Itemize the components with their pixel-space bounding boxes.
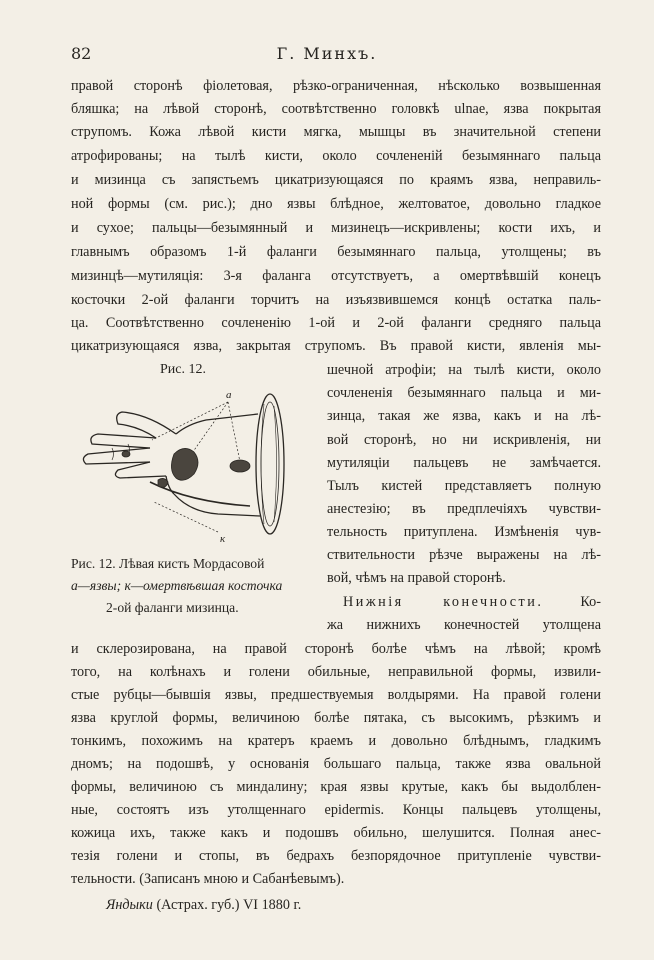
text-line: зинца, такая же язва, какъ и на лѣ- — [327, 408, 601, 424]
text-line: ные, состоятъ изъ утолщеннаго epidermis. Концы пальцевъ утолщены, — [71, 802, 601, 818]
text-line: вой, чѣмъ на правой сторонѣ. — [327, 570, 506, 586]
text-line: ца. Соотвѣтственно сочлененію 1-ой и 2-ой фаланги средняго пальца — [71, 315, 601, 331]
text-line: и сухое; пальцы—безымянный и мизинецъ—искривлены; кости ихъ, и — [71, 220, 601, 236]
text-line: цикатризующаяся язва, закрытая струпомъ. Въ правой кисти, явленія мы- — [71, 338, 601, 354]
text-line: атрофированы; на тылѣ кисти, около сочлененій безымяннаго пальца — [71, 148, 601, 164]
hand-illustration — [78, 384, 298, 544]
text-line: струпомъ. Кожа лѣвой кисти мягка, мышцы въ значительной степени — [71, 124, 601, 140]
text-line: ствительности рѣзче выражены на лѣ- — [327, 547, 601, 563]
text-line: дномъ; на подошвѣ, у основанія большаго пальца, также язва овальной — [71, 756, 601, 772]
text-line: анестезію; въ предплечіяхъ чувстви- — [327, 501, 601, 517]
figure-caption-line: 2-ой фаланги мизинца. — [106, 600, 239, 615]
text-line: и мизинца съ запястьемъ цикатризующаяся по краямъ язва, неправиль- — [71, 172, 601, 188]
subheading-title: Нижнія конечности. — [343, 594, 544, 610]
text-line: шечной атрофіи; на тылѣ кисти, около — [327, 362, 601, 378]
text-line: тельность притуплена. Измѣненія чув- — [327, 524, 601, 540]
text-line: формы, величиною съ миндалину; края язвы крутые, какъ бы выдолблен- — [71, 779, 601, 795]
text-line: язва круглой формы, величиною болѣе пятака, съ высокимъ, рѣзкимъ и — [71, 710, 601, 726]
text-line: тельности. (Записанъ мною и Сабанѣевымъ). — [71, 871, 345, 887]
text-line: жа нижнихъ конечностей утолщена — [327, 617, 601, 633]
figure-caption-line: а—язвы; к—омертвѣвшая косточка — [71, 578, 283, 593]
text-line: Тылъ кистей представляетъ полную — [327, 478, 601, 494]
figure-letter-a: a — [226, 389, 232, 401]
text-line: кожица ихъ, также какъ и подошвъ обильно, шелушится. Полная анес- — [71, 825, 601, 841]
text-line: бляшка; на лѣвой сторонѣ, соотвѣтственно головкѣ ulnae, язва покрытая — [71, 101, 601, 117]
closing-line — [106, 895, 301, 915]
text-line: сочлененія безымяннаго пальца и ми- — [327, 385, 601, 401]
text-line: главнымъ образомъ 1-й фаланги безымяннаго пальца, утолщены; въ — [71, 244, 601, 260]
closing-place: Яндыки — [106, 897, 153, 913]
page-number: 82 — [71, 44, 92, 63]
figure-label: Рис. 12. — [160, 362, 206, 377]
text-line: того, на колѣнахъ и голени обильные, неправильной формы, извили- — [71, 664, 601, 680]
figure-caption-line: Рис. 12. Лѣвая кисть Мордасовой — [71, 556, 265, 571]
text-line: мутиляціи пальцевъ не замѣчается. — [327, 455, 601, 471]
text-line: тонкимъ, похожимъ на кратеръ краемъ и довольно блѣднымъ, гладкимъ — [71, 733, 601, 749]
figure-letter-k: к — [220, 533, 226, 544]
text-line: тезія голени и стопы, въ бедрахъ безпорядочное притупленіе чувстви- — [71, 848, 601, 864]
text-line: мизинцѣ—мутиляція: 3-я фаланга отсутствуетъ, а омертвѣвшій конецъ — [71, 268, 601, 284]
closing-date: (Астрах. губ.) VI 1880 г. — [152, 897, 302, 913]
text-line: правой сторонѣ фіолетовая, рѣзко-ограниченная, нѣсколько возвышенная — [71, 78, 601, 94]
text-line: стые рубцы—бывшія язвы, предшествуемыя волдырями. На правой голени — [71, 687, 601, 703]
running-title: Г. Минхъ. — [276, 44, 378, 63]
text-line: косточки 2-ой фаланги торчитъ на изъязвившемся концѣ остатка паль- — [71, 292, 601, 308]
text-line: и склерозирована, на правой сторонѣ болѣе чѣмъ на лѣвой; кромѣ — [71, 641, 601, 657]
text-line: ной формы (см. рис.); дно язвы блѣдное, желтоватое, довольно гладкое — [71, 196, 601, 212]
subheading-continuation: Ко- — [580, 594, 601, 610]
subheading-line — [343, 592, 601, 612]
text-line: вой сторонѣ, но ни искривленія, ни — [327, 432, 601, 448]
